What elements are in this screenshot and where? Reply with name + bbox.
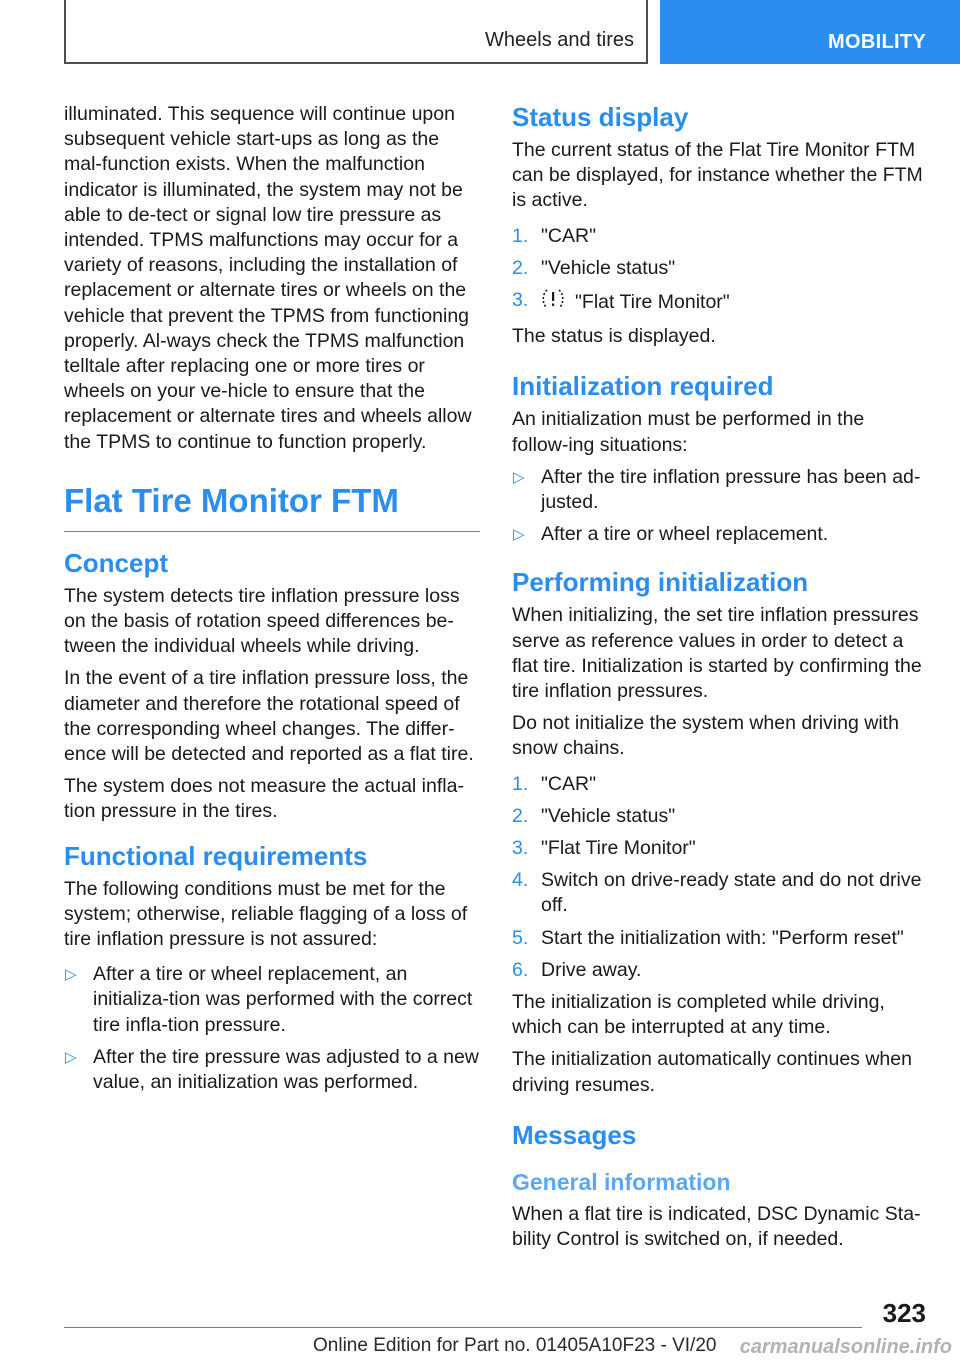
general-information-heading: General information <box>512 1168 731 1195</box>
list-item: ▷ After the tire inflation pressure has been ad-justed. <box>513 465 921 514</box>
concept-paragraph: The system detects tire inflation pressure loss on the basis of rotation speed differences be-tween the individual wheels while driving. <box>64 584 460 658</box>
functional-bullet-list <box>64 962 480 1095</box>
tire-warning-icon <box>541 288 565 317</box>
list-item: 2. "Vehicle status" <box>512 804 676 827</box>
right-column <box>512 102 924 1259</box>
messages-paragraph: When a flat tire is indicated, DSC Dynamic Sta-bility Control is switched on, if needed. <box>512 1202 921 1251</box>
performing-paragraph: Do not initialize the system when driving with snow chains. <box>512 712 899 760</box>
intro-paragraph: illuminated. This sequence will continue upon subsequent vehicle start-ups as long as the mal-function exists. When the malfunction indicator is illuminated, the system may not be able to de-tect or signal low tire pressure as intended. TPMS malfunctions may occur for a variety of reasons, including the installation of replacement or alternate tires or wheels on the vehicle that prevent the TPMS from functioning properly. Al-ways check the TPMS malfunction telltale after replacing one or more tires or wheels on your ve-hicle to ensure that the replacement or alternate tires and wheels allow the TPMS to continue to function properly. <box>64 103 472 453</box>
list-item: ▷ After a tire or wheel replacement. <box>512 522 924 547</box>
init-required-bullets <box>512 465 924 548</box>
performing-after: The initialization automatically continues when driving resumes. <box>512 1048 912 1096</box>
main-heading-rule <box>64 531 480 532</box>
list-item: 2. "Vehicle status" <box>512 256 676 279</box>
footer-edition: Online Edition for Part no. 01405A10F23 - VI/20 <box>313 1335 717 1356</box>
init-required-heading: Initialization required <box>512 371 774 402</box>
header-section-box <box>64 0 648 64</box>
status-heading: Status display <box>512 102 689 132</box>
status-steps <box>512 224 924 318</box>
list-item: 3. "Flat Tire Monitor" <box>512 288 924 317</box>
watermark: carmanualsonline.info <box>739 1336 952 1358</box>
concept-paragraph: The system does not measure the actual infla-tion pressure in the tires. <box>64 775 464 823</box>
list-item: 3. "Flat Tire Monitor" <box>512 837 696 860</box>
list-item: ▷ After the tire pressure was adjusted to a new value, an initialization was performed. <box>65 1045 479 1094</box>
performing-steps <box>512 772 924 983</box>
concept-paragraph: In the event of a tire inflation pressure loss, the diameter and therefore the rotational speed of the corresponding wheel changes. The differ-ence will be detected and reported as a flat tire. <box>64 667 474 766</box>
performing-after: The initialization is completed while driving, which can be interrupted at any time. <box>512 991 885 1039</box>
list-item: 4. Switch on drive-ready state and do not drive off. <box>512 869 922 917</box>
messages-heading: Messages <box>512 1119 637 1150</box>
list-item: ▷ After a tire or wheel replacement, an initializa-tion was performed with the correct tire infla-tion pressure. <box>65 963 473 1036</box>
bullet-triangle-icon: ▷ <box>65 1048 77 1066</box>
init-required-intro: An initialization must be performed in the follow-ing situations: <box>512 408 865 456</box>
concept-heading: Concept <box>64 547 168 578</box>
bullet-triangle-icon: ▷ <box>513 468 525 486</box>
list-item: 5. Start the initialization with: "Perform reset" <box>512 926 904 949</box>
performing-heading: Performing initialization <box>512 567 809 598</box>
list-item: 1. "CAR" <box>512 224 597 247</box>
main-heading: Flat Tire Monitor FTM <box>64 481 399 519</box>
functional-heading: Functional requirements <box>64 840 368 871</box>
status-after: The status is displayed. <box>512 325 716 348</box>
list-item: 1. "CAR" <box>512 772 597 795</box>
list-item: 6. Drive away. <box>512 958 642 981</box>
bullet-triangle-icon: ▷ <box>65 966 77 984</box>
functional-intro: The following conditions must be met for the system; otherwise, reliable flagging of a loss of tire inflation pressure is not assured: <box>64 877 468 951</box>
header-chapter-label: MOBILITY <box>828 31 926 53</box>
page-number: 323 <box>882 1298 926 1328</box>
footer-rule <box>64 1327 862 1328</box>
bullet-triangle-icon: ▷ <box>513 526 525 544</box>
performing-paragraph: When initializing, the set tire inflation pressures serve as reference values in order to detect a flat tire. Initialization is started by confirming the tire inflation pressures. <box>512 604 922 703</box>
left-column <box>64 102 480 1102</box>
header-chapter-tab <box>660 0 960 64</box>
status-intro: The current status of the Flat Tire Monitor FTM can be displayed, for instance whether the FTM is active. <box>512 139 923 212</box>
header-section-title: Wheels and tires <box>485 29 634 51</box>
